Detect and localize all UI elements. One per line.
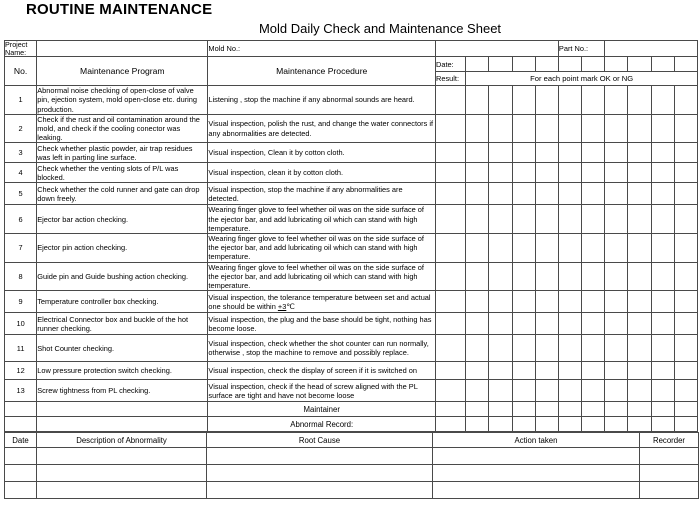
row-number: 11 [5, 335, 37, 362]
result-cell[interactable] [436, 205, 466, 234]
row-procedure: Wearing finger glove to feel whether oil was on the side surface of the ejector bar, and add lubricating oil which can stand with high temperature. [208, 234, 436, 263]
result-cell[interactable] [558, 335, 581, 362]
column-header-no: No. [5, 57, 37, 86]
result-cell[interactable] [535, 234, 558, 263]
result-cell[interactable] [535, 114, 558, 143]
result-cell[interactable] [436, 313, 466, 335]
row-program: Ejector pin action checking. [37, 234, 208, 263]
result-cell[interactable] [466, 291, 489, 313]
abnormal-cell-date[interactable] [5, 482, 37, 499]
result-cell[interactable] [535, 205, 558, 234]
result-cell[interactable] [651, 163, 674, 183]
abnormal-cell-recorder[interactable] [640, 465, 699, 482]
result-cell[interactable] [605, 114, 628, 143]
result-cell[interactable] [605, 262, 628, 291]
abnormal-cell-description[interactable] [37, 482, 207, 499]
result-cell[interactable] [436, 86, 466, 115]
result-cell[interactable] [535, 143, 558, 163]
row-procedure: Visual inspection, stop the machine if any abnormalities are detected. [208, 183, 436, 205]
date-cell[interactable] [628, 57, 651, 72]
row-program: Temperature controller box checking. [37, 291, 208, 313]
maintainer-cell[interactable] [582, 402, 605, 417]
abnormal-header-description: Description of Abnormality [37, 433, 207, 448]
result-cell[interactable] [512, 205, 535, 234]
result-cell[interactable] [535, 335, 558, 362]
abnormal-record-cell[interactable] [466, 417, 489, 432]
result-cell[interactable] [582, 163, 605, 183]
mold-no-value[interactable] [436, 41, 559, 57]
result-cell[interactable] [512, 114, 535, 143]
result-cell[interactable] [674, 262, 697, 291]
row-number: 7 [5, 234, 37, 263]
result-cell[interactable] [628, 362, 651, 380]
result-cell[interactable] [651, 362, 674, 380]
result-cell[interactable] [605, 234, 628, 263]
result-cell[interactable] [489, 114, 512, 143]
row-program: Check whether the cold runner and gate can drop down freely. [37, 183, 208, 205]
row-number: 1 [5, 86, 37, 115]
result-cell[interactable] [489, 143, 512, 163]
result-cell[interactable] [466, 86, 489, 115]
result-cell[interactable] [674, 313, 697, 335]
abnormal-header-date: Date [5, 433, 37, 448]
result-cell[interactable] [489, 362, 512, 380]
abnormal-cell-action-taken[interactable] [433, 465, 640, 482]
row-procedure: Wearing finger glove to feel whether oil was on the side surface of the ejector bar, and add lubricating oil which can stand with high temperature. [208, 262, 436, 291]
date-cell[interactable] [512, 57, 535, 72]
result-cell[interactable] [628, 234, 651, 263]
result-cell[interactable] [628, 86, 651, 115]
result-cell[interactable] [628, 163, 651, 183]
column-header-procedure: Maintenance Procedure [208, 57, 436, 86]
maintainer-cell[interactable] [512, 402, 535, 417]
row-number: 9 [5, 291, 37, 313]
row-procedure: Listening , stop the machine if any abnormal sounds are heard. [208, 86, 436, 115]
result-cell[interactable] [466, 262, 489, 291]
result-cell[interactable] [558, 183, 581, 205]
result-cell[interactable] [605, 205, 628, 234]
row-number: 6 [5, 205, 37, 234]
abnormal-record-row [5, 417, 698, 432]
result-cell[interactable] [436, 380, 466, 402]
result-cell[interactable] [512, 163, 535, 183]
result-cell[interactable] [605, 163, 628, 183]
result-cell[interactable] [466, 183, 489, 205]
result-cell[interactable] [605, 183, 628, 205]
result-cell[interactable] [674, 362, 697, 380]
result-cell[interactable] [605, 143, 628, 163]
result-cell[interactable] [466, 114, 489, 143]
result-cell[interactable] [628, 313, 651, 335]
result-cell[interactable] [436, 234, 466, 263]
mold-no-label: Mold No.: [208, 41, 436, 57]
result-cell[interactable] [628, 291, 651, 313]
abnormal-record-table [4, 432, 699, 499]
result-cell[interactable] [489, 335, 512, 362]
result-cell[interactable] [582, 143, 605, 163]
abnormal-spacer-no [5, 417, 37, 432]
maintainer-cell[interactable] [535, 402, 558, 417]
result-cell[interactable] [582, 291, 605, 313]
abnormal-cell-description[interactable] [37, 465, 207, 482]
abnormal-record-cell[interactable] [535, 417, 558, 432]
result-cell[interactable] [674, 114, 697, 143]
result-cell[interactable] [558, 143, 581, 163]
result-cell[interactable] [489, 262, 512, 291]
result-cell[interactable] [558, 380, 581, 402]
result-cell[interactable] [535, 183, 558, 205]
result-cell[interactable] [466, 143, 489, 163]
result-cell[interactable] [535, 380, 558, 402]
result-cell[interactable] [466, 234, 489, 263]
row-program: Check whether the venting slots of P/L was blocked. [37, 163, 208, 183]
row-program: Shot Counter checking. [37, 335, 208, 362]
date-cell[interactable] [674, 57, 697, 72]
maintainer-cell[interactable] [466, 402, 489, 417]
result-cell[interactable] [605, 313, 628, 335]
page-subtitle: Mold Daily Check and Maintenance Sheet [258, 21, 502, 36]
table-row [5, 313, 698, 335]
row-procedure: Wearing finger glove to feel whether oil was on the side surface of the ejector bar, and add lubricating oil which can stand with high temperature. [208, 205, 436, 234]
result-cell[interactable] [582, 262, 605, 291]
result-cell[interactable] [582, 313, 605, 335]
abnormal-record-cell[interactable] [512, 417, 535, 432]
abnormal-header-action-taken: Action taken [433, 433, 640, 448]
result-cell[interactable] [466, 313, 489, 335]
result-cell[interactable] [512, 143, 535, 163]
tolerance-value: +3 [277, 301, 287, 311]
result-cell[interactable] [489, 183, 512, 205]
row-program: Check whether plastic powder, air trap residues was left in parting line surface. [37, 143, 208, 163]
result-label: Result: [436, 72, 466, 86]
abnormal-cell-recorder[interactable] [640, 448, 699, 465]
abnormal-cell-recorder[interactable] [640, 482, 699, 499]
abnormal-record-label: Abnormal Record: [208, 417, 436, 432]
row-procedure: Visual inspection, check the display of screen if it is switched on [208, 362, 436, 380]
result-cell[interactable] [512, 234, 535, 263]
result-cell[interactable] [674, 163, 697, 183]
row-number: 2 [5, 114, 37, 143]
row-procedure: Visual inspection, the tolerance temperature between set and actual one should be within +3℃ [208, 291, 436, 313]
result-cell[interactable] [535, 291, 558, 313]
result-cell[interactable] [558, 86, 581, 115]
row-procedure: Visual inspection, clean it by cotton cloth. [208, 163, 436, 183]
result-cell[interactable] [436, 362, 466, 380]
abnormal-cell-description[interactable] [37, 448, 207, 465]
result-cell[interactable] [558, 262, 581, 291]
abnormal-record-cell[interactable] [558, 417, 581, 432]
header-row-columns [5, 57, 698, 72]
result-cell[interactable] [605, 362, 628, 380]
row-procedure: Visual inspection, check whether the shot counter can run normally, otherwise , stop the machine to remove and possibly replace. [208, 335, 436, 362]
abnormal-record-cell[interactable] [582, 417, 605, 432]
result-cell[interactable] [582, 183, 605, 205]
abnormal-record-cell[interactable] [651, 417, 674, 432]
date-cell[interactable] [605, 57, 628, 72]
result-cell[interactable] [558, 114, 581, 143]
result-cell[interactable] [605, 291, 628, 313]
result-cell[interactable] [651, 380, 674, 402]
result-cell[interactable] [436, 163, 466, 183]
abnormal-data-row [5, 482, 699, 499]
result-cell[interactable] [489, 291, 512, 313]
date-cell[interactable] [558, 57, 581, 72]
result-cell[interactable] [674, 86, 697, 115]
result-cell[interactable] [489, 380, 512, 402]
result-cell[interactable] [489, 313, 512, 335]
abnormal-header-recorder: Recorder [640, 433, 699, 448]
result-cell[interactable] [436, 291, 466, 313]
result-cell[interactable] [512, 380, 535, 402]
result-cell[interactable] [489, 86, 512, 115]
table-row [5, 183, 698, 205]
result-cell[interactable] [512, 291, 535, 313]
row-program: Electrical Connector box and buckle of the hot runner checking. [37, 313, 208, 335]
project-name-label: Project Name: [5, 41, 37, 57]
result-cell[interactable] [489, 234, 512, 263]
result-cell[interactable] [535, 262, 558, 291]
page-title: ROUTINE MAINTENANCE [26, 1, 213, 18]
date-cell[interactable] [582, 57, 605, 72]
result-note: For each point mark OK or NG [466, 72, 698, 86]
result-cell[interactable] [674, 291, 697, 313]
result-cell[interactable] [466, 362, 489, 380]
row-number: 10 [5, 313, 37, 335]
maintainer-spacer-no [5, 402, 37, 417]
part-no-label: Part No.: [558, 41, 604, 57]
date-cell[interactable] [489, 57, 512, 72]
result-cell[interactable] [674, 380, 697, 402]
abnormal-cell-action-taken[interactable] [433, 482, 640, 499]
maintenance-sheet-table [4, 40, 698, 432]
abnormal-cell-date[interactable] [5, 465, 37, 482]
result-cell[interactable] [512, 86, 535, 115]
result-cell[interactable] [582, 86, 605, 115]
result-cell[interactable] [466, 205, 489, 234]
result-cell[interactable] [535, 86, 558, 115]
row-number: 3 [5, 143, 37, 163]
row-program: Check if the rust and oil contamination around the mold, and check if the cooling conector was leaking. [37, 114, 208, 143]
abnormal-cell-root-cause[interactable] [207, 448, 433, 465]
result-cell[interactable] [651, 313, 674, 335]
result-cell[interactable] [466, 163, 489, 183]
abnormal-cell-action-taken[interactable] [433, 448, 640, 465]
maintainer-spacer-program [37, 402, 208, 417]
result-cell[interactable] [489, 205, 512, 234]
result-cell[interactable] [628, 335, 651, 362]
maintainer-cell[interactable] [605, 402, 628, 417]
table-row [5, 362, 698, 380]
result-cell[interactable] [674, 234, 697, 263]
result-cell[interactable] [628, 114, 651, 143]
abnormal-record-cell[interactable] [605, 417, 628, 432]
part-no-value[interactable] [605, 41, 698, 57]
abnormal-record-cell[interactable] [436, 417, 466, 432]
table-row [5, 291, 698, 313]
result-cell[interactable] [466, 380, 489, 402]
row-program: Ejector bar action checking. [37, 205, 208, 234]
result-cell[interactable] [535, 313, 558, 335]
result-cell[interactable] [605, 335, 628, 362]
result-cell[interactable] [628, 183, 651, 205]
result-cell[interactable] [535, 163, 558, 183]
abnormal-record-cell[interactable] [489, 417, 512, 432]
date-cell[interactable] [651, 57, 674, 72]
result-cell[interactable] [628, 380, 651, 402]
result-cell[interactable] [512, 262, 535, 291]
result-cell[interactable] [651, 183, 674, 205]
table-row [5, 380, 698, 402]
result-cell[interactable] [674, 143, 697, 163]
row-number: 4 [5, 163, 37, 183]
maintainer-cell[interactable] [628, 402, 651, 417]
result-cell[interactable] [651, 86, 674, 115]
result-cell[interactable] [512, 183, 535, 205]
result-cell[interactable] [651, 205, 674, 234]
table-row [5, 143, 698, 163]
abnormal-spacer-program [37, 417, 208, 432]
result-cell[interactable] [582, 380, 605, 402]
maintainer-cell[interactable] [651, 402, 674, 417]
maintainer-cell[interactable] [436, 402, 466, 417]
result-cell[interactable] [628, 262, 651, 291]
result-cell[interactable] [674, 205, 697, 234]
abnormal-header-root-cause: Root Cause [207, 433, 433, 448]
date-cell[interactable] [466, 57, 489, 72]
project-name-value[interactable] [37, 41, 208, 57]
result-cell[interactable] [651, 234, 674, 263]
result-cell[interactable] [674, 335, 697, 362]
row-number: 13 [5, 380, 37, 402]
result-cell[interactable] [535, 362, 558, 380]
table-row [5, 114, 698, 143]
table-row [5, 86, 698, 115]
result-cell[interactable] [466, 335, 489, 362]
row-program: Guide pin and Guide bushing action checking. [37, 262, 208, 291]
result-cell[interactable] [558, 205, 581, 234]
result-cell[interactable] [512, 362, 535, 380]
abnormal-data-row [5, 465, 699, 482]
result-cell[interactable] [582, 335, 605, 362]
column-header-program: Maintenance Program [37, 57, 208, 86]
result-cell[interactable] [651, 335, 674, 362]
maintainer-row [5, 402, 698, 417]
maintainer-cell[interactable] [558, 402, 581, 417]
result-cell[interactable] [628, 143, 651, 163]
row-number: 5 [5, 183, 37, 205]
result-cell[interactable] [582, 114, 605, 143]
result-cell[interactable] [674, 183, 697, 205]
result-cell[interactable] [436, 262, 466, 291]
abnormal-cell-root-cause[interactable] [207, 482, 433, 499]
abnormal-data-row [5, 448, 699, 465]
result-cell[interactable] [558, 291, 581, 313]
table-row [5, 234, 698, 263]
abnormal-record-cell[interactable] [674, 417, 697, 432]
result-cell[interactable] [512, 335, 535, 362]
abnormal-cell-date[interactable] [5, 448, 37, 465]
row-number: 8 [5, 262, 37, 291]
row-procedure: Visual inspection, Clean it by cotton cloth. [208, 143, 436, 163]
row-procedure: Visual inspection, polish the rust, and change the water connectors if any abnormalities are detected. [208, 114, 436, 143]
result-cell[interactable] [651, 114, 674, 143]
result-cell[interactable] [512, 313, 535, 335]
result-cell[interactable] [651, 262, 674, 291]
header-row-identification [5, 41, 698, 57]
result-cell[interactable] [605, 380, 628, 402]
row-number: 12 [5, 362, 37, 380]
result-cell[interactable] [628, 205, 651, 234]
result-cell[interactable] [582, 234, 605, 263]
result-cell[interactable] [558, 313, 581, 335]
maintainer-label: Maintainer [208, 402, 436, 417]
result-cell[interactable] [558, 362, 581, 380]
result-cell[interactable] [558, 163, 581, 183]
table-row [5, 163, 698, 183]
row-procedure: Visual inspection, check if the head of screw aligned with the PL surface are tight and have not become loose [208, 380, 436, 402]
abnormal-cell-root-cause[interactable] [207, 465, 433, 482]
result-cell[interactable] [436, 114, 466, 143]
row-program: Low pressure protection switch checking. [37, 362, 208, 380]
result-cell[interactable] [558, 234, 581, 263]
result-cell[interactable] [582, 205, 605, 234]
row-procedure: Visual inspection, the plug and the base should be tight, nothing has become loose. [208, 313, 436, 335]
table-row [5, 262, 698, 291]
row-program: Screw tightness from PL checking. [37, 380, 208, 402]
result-cell[interactable] [651, 143, 674, 163]
maintainer-cell[interactable] [674, 402, 697, 417]
date-cell[interactable] [535, 57, 558, 72]
abnormal-header-row [5, 433, 699, 448]
result-cell[interactable] [651, 291, 674, 313]
result-cell[interactable] [582, 362, 605, 380]
abnormal-record-cell[interactable] [628, 417, 651, 432]
maintainer-cell[interactable] [489, 402, 512, 417]
table-row [5, 205, 698, 234]
result-cell[interactable] [436, 143, 466, 163]
result-cell[interactable] [436, 335, 466, 362]
result-cell[interactable] [489, 163, 512, 183]
result-cell[interactable] [605, 86, 628, 115]
result-cell[interactable] [436, 183, 466, 205]
date-label: Date: [436, 57, 466, 72]
row-program: Abnormal noise checking of open-close of valve pin, ejection system, mold open-close etc. during production. [37, 86, 208, 115]
table-row [5, 335, 698, 362]
